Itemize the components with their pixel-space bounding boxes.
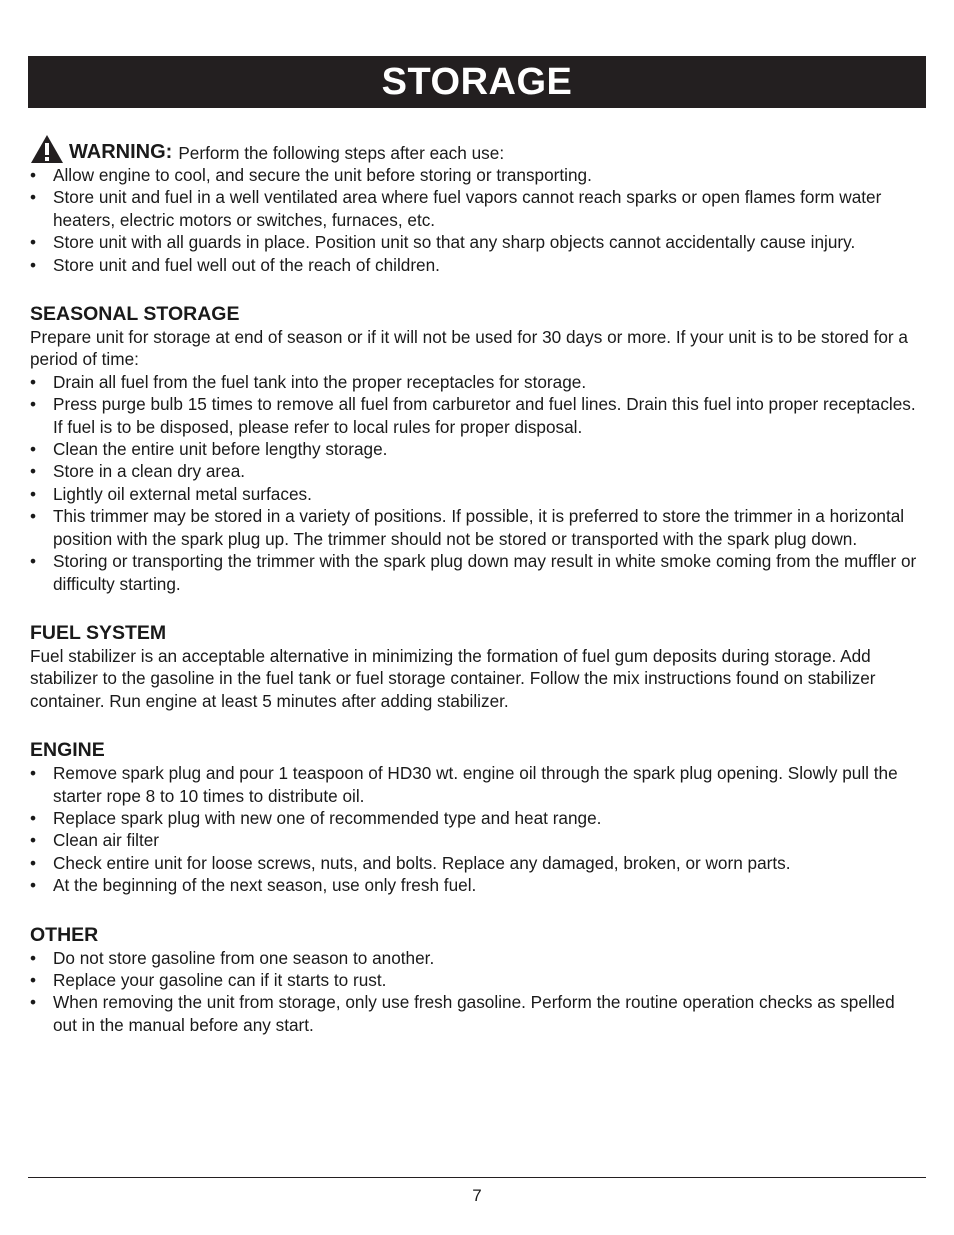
seasonal-list: [30, 371, 922, 595]
list-item: • When removing the unit from storage, only use fresh gasoline. Perform the routine operation checks as spelled out in the manual before any start.: [30, 991, 922, 1036]
section-heading: FUEL SYSTEM: [30, 621, 167, 644]
list-item: • This trimmer may be stored in a variety of positions. If possible, it is preferred to store the trimmer in a horizontal position with the spark plug up. The trimmer should not be stored or transported with the spark plug down.: [30, 505, 922, 550]
section-heading: ENGINE: [30, 739, 105, 762]
section-heading: SEASONAL STORAGE: [30, 303, 240, 326]
list-item: • Drain all fuel from the fuel tank into the proper receptacles for storage.: [30, 371, 922, 393]
page-number: 7: [472, 1186, 482, 1205]
list-item: • Do not store gasoline from one season to another.: [30, 947, 922, 969]
warning-header: [30, 134, 922, 164]
warning-intro: Perform the following steps after each use:: [178, 143, 505, 163]
list-item: • Lightly oil external metal surfaces.: [30, 483, 922, 505]
list-item: • Storing or transporting the trimmer with the spark plug down may result in white smoke coming from the muffler or difficulty starting.: [30, 550, 922, 595]
seasonal-storage-section: [30, 302, 922, 595]
list-item: • Store unit and fuel in a well ventilated area where fuel vapors cannot reach sparks or open flames form water heaters, electric motors or switches, furnaces, etc.: [30, 186, 922, 231]
page-title: STORAGE: [28, 56, 926, 108]
warning-list: [30, 164, 922, 276]
list-item: • Clean air filter: [30, 829, 922, 851]
list-item: • Allow engine to cool, and secure the unit before storing or transporting.: [30, 164, 922, 186]
other-list: [30, 947, 922, 1037]
other-section: [30, 923, 922, 1037]
list-item: • Remove spark plug and pour 1 teaspoon of HD30 wt. engine oil through the spark plug opening. Slowly pull the starter rope 8 to 10 times to distribute oil.: [30, 762, 922, 807]
list-item: • Store unit and fuel well out of the reach of children.: [30, 254, 922, 276]
engine-section: [30, 738, 922, 896]
list-item: • Check entire unit for loose screws, nuts, and bolts. Replace any damaged, broken, or worn parts.: [30, 852, 922, 874]
section-heading: OTHER: [30, 923, 99, 946]
warning-label: WARNING:: [69, 141, 173, 163]
list-item: • Clean the entire unit before lengthy storage.: [30, 438, 922, 460]
footer-divider: [28, 1177, 926, 1178]
list-item: • Store in a clean dry area.: [30, 460, 922, 482]
list-item: • At the beginning of the next season, use only fresh fuel.: [30, 874, 922, 896]
section-text: Fuel stabilizer is an acceptable alternative in minimizing the formation of fuel gum deposits during storage. Add stabilizer to the gasoline in the fuel tank or fuel storage container. Follow the mix instructions found on stabilizer container. Run engine at least 5 minutes after adding stabilizer.: [30, 645, 876, 711]
list-item: • Replace spark plug with new one of recommended type and heat range.: [30, 807, 922, 829]
fuel-system-section: [30, 621, 922, 712]
section-intro: Prepare unit for storage at end of season or if it will not be used for 30 days or more. If your unit is to be stored for a period of time:: [30, 327, 908, 370]
list-item: • Store unit with all guards in place. Position unit so that any sharp objects cannot accidentally cause injury.: [30, 231, 922, 253]
warning-triangle-icon: [30, 134, 64, 164]
list-item: • Press purge bulb 15 times to remove all fuel from carburetor and fuel lines. Drain this fuel into proper receptacles. If fuel is to be disposed, please refer to local rules for proper disposal.: [30, 393, 922, 438]
page-content: [30, 128, 922, 1036]
engine-list: [30, 762, 922, 896]
list-item: • Replace your gasoline can if it starts to rust.: [30, 969, 922, 991]
